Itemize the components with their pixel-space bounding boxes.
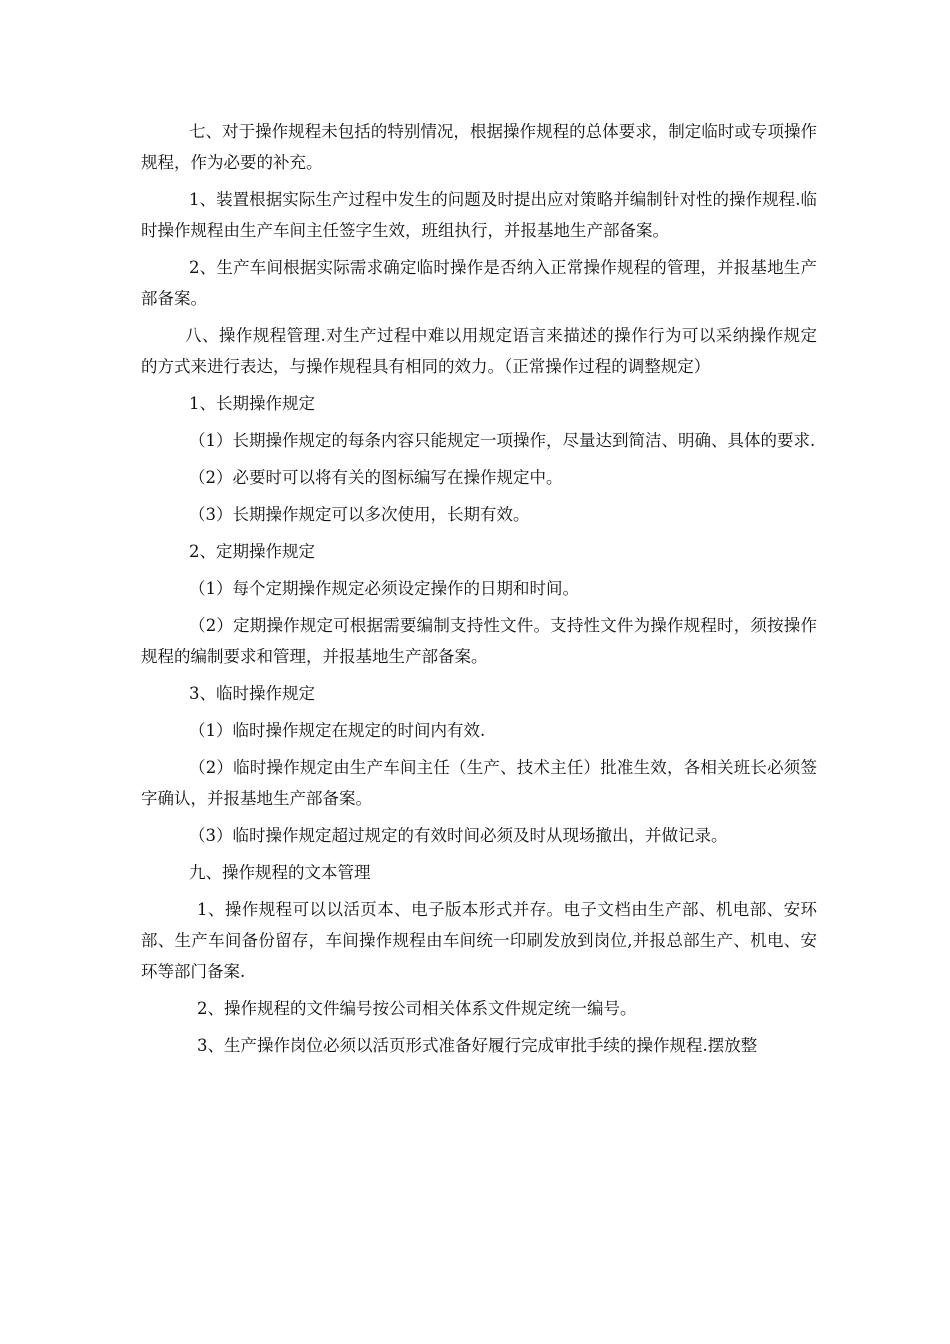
section-9-item-1: 1、操作规程可以以活页本、电子版本形式并存。电子文档由生产部、机电部、安环部、生产车间备份留存，车间操作规程由车间统一印刷发放到岗位,并报总部生产、机电、安环等部门备案. [141,900,817,981]
section-9-item-3: 3、生产操作岗位必须以活页形式准备好履行完成审批手续的操作规程.摆放整 [197,1036,758,1055]
section-8-3-item-1: （1）临时操作规定在规定的时间内有效. [189,721,486,740]
section-8-2-item-1: （1）每个定期操作规定必须设定操作的日期和时间。 [189,579,579,598]
section-8-heading-2: 2、定期操作规定 [189,542,315,561]
section-8-3-item-2: （2）临时操作规定由生产车间主任（生产、技术主任）批准生效，各相关班长必须签字确认，并报基地生产部备案。 [141,758,817,808]
document-body [141,116,817,1067]
section-7-paragraph: 七、对于操作规程未包括的特别情况，根据操作规程的总体要求，制定临时或专项操作规程，作为必要的补充。 [141,122,817,172]
section-8-3-item-3: （3）临时操作规定超过规定的有效时间必须及时从现场撤出，并做记录。 [189,826,728,845]
section-9-heading: 九、操作规程的文本管理 [189,863,371,882]
section-8-paragraph: 八、操作规程管理.对生产过程中难以用规定语言来描述的操作行为可以采纳操作规定的方式来进行表达，与操作规程具有相同的效力。（正常操作过程的调整规定） [141,326,817,376]
section-7-item-1: 1、装置根据实际生产过程中发生的问题及时提出应对策略并编制针对性的操作规程.临时操作规程由生产车间主任签字生效，班组执行，并报基地生产部备案。 [141,190,817,240]
section-8-1-item-3: （3）长期操作规定可以多次使用，长期有效。 [189,505,530,524]
section-8-1-item-2: （2）必要时可以将有关的图标编写在操作规定中。 [189,468,563,487]
section-7-item-2: 2、生产车间根据实际需求确定临时操作是否纳入正常操作规程的管理，并报基地生产部备案。 [141,258,817,308]
section-8-heading-1: 1、长期操作规定 [189,394,315,413]
section-8-2-item-2: （2）定期操作规定可根据需要编制支持性文件。支持性文件为操作规程时，须按操作规程的编制要求和管理，并报基地生产部备案。 [141,616,817,666]
section-8-1-item-1: （1）长期操作规定的每条内容只能规定一项操作，尽量达到简洁、明确、具体的要求. [189,431,816,450]
section-9-item-2: 2、操作规程的文件编号按公司相关体系文件规定统一编号。 [197,999,637,1018]
section-8-heading-3: 3、临时操作规定 [189,684,315,703]
